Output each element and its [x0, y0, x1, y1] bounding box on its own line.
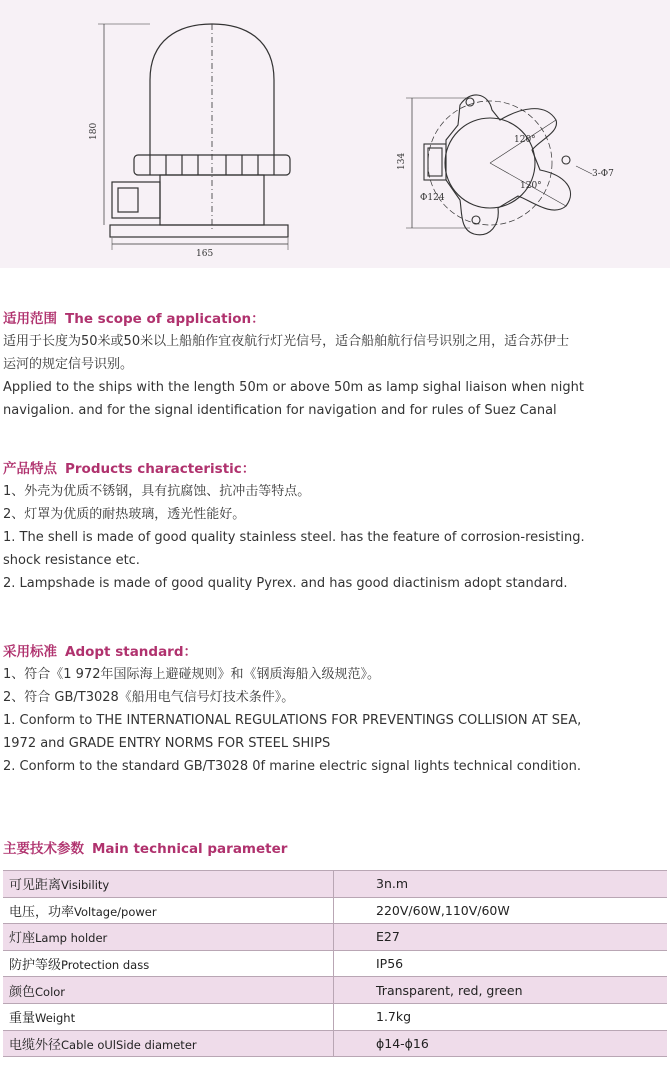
param-label-en: Cable oUlSide diameter [61, 1037, 197, 1052]
dim-angle-bottom-label: 120° [520, 181, 542, 191]
lamp-drawing-svg [0, 0, 670, 268]
param-label-zh: 防护等级 [9, 958, 62, 974]
dim-holes-label: 3-Φ7 [592, 169, 614, 179]
param-value: 3n.m [334, 871, 668, 898]
base-plate [110, 225, 288, 237]
features-line: 2、灯罩为优质的耐热玻璃，透光性能好。 [3, 507, 246, 522]
dim-diameter-label: Φ124 [420, 193, 445, 203]
standard-line: 2、符合 GB/T3028《船用电气信号灯技术条件》。 [3, 690, 295, 705]
param-label-en: Lamp holder [35, 931, 108, 946]
param-label-zh: 重量 [9, 1011, 36, 1027]
param-label [3, 897, 334, 924]
param-value: ϕ14-ϕ16 [334, 1030, 668, 1057]
scope-title-en: The scope of application： [65, 311, 265, 327]
gland-nut [424, 144, 446, 180]
features-line: 2. Lampshade is made of good quality Pyrex. and has good diactinism adopt standard. [3, 576, 568, 591]
param-label-en: Protection dass [61, 958, 150, 973]
param-value: E27 [334, 924, 668, 951]
features-line: 1、外壳为优质不锈钢，具有抗腐蚀、抗冲击等特点。 [3, 484, 311, 499]
standard-line: 1972 and GRADE ENTRY NORMS FOR STEEL SHIPS [3, 736, 331, 751]
param-label-zh: 颜色 [9, 984, 36, 1000]
param-label-zh: 电压，功率 [9, 904, 75, 920]
technical-drawing [0, 0, 670, 268]
features-line: 1. The shell is made of good quality stainless steel. has the feature of corrosion-resisting. [3, 530, 585, 545]
params-section [3, 838, 667, 860]
param-label [3, 871, 334, 898]
scope-line: navigalion. and for the signal identification for navigation and for rules of Suez Canal [3, 403, 557, 418]
standard-heading [3, 641, 667, 663]
bolt-hole [466, 98, 474, 106]
cable-gland [112, 182, 160, 218]
scope-section [3, 308, 667, 422]
param-value: Transparent, red, green [334, 977, 668, 1004]
params-title-en: Main technical parameter [92, 841, 288, 857]
param-label-zh: 灯座 [9, 931, 36, 947]
params-heading [3, 838, 667, 860]
dim-width-label: 165 [196, 249, 214, 259]
params-title-zh: 主要技术参数 [3, 841, 84, 857]
standard-line: 1、符合《1 972年国际海上避碰规则》和《钢质海船入级规范》。 [3, 667, 380, 682]
param-value: 220V/60W,110V/60W [334, 897, 668, 924]
standard-title-en: Adopt standard： [65, 644, 198, 660]
table-row [3, 871, 667, 898]
table-row [3, 897, 667, 924]
param-label [3, 977, 334, 1004]
table-row [3, 1030, 667, 1057]
features-line: shock resistance etc. [3, 553, 140, 568]
table-row [3, 977, 667, 1004]
dim-height-label: 180 [89, 122, 99, 140]
dim-height-right-label: 134 [397, 152, 407, 170]
features-section [3, 458, 667, 595]
params-table [3, 870, 667, 1057]
features-title-en: Products characteristic： [65, 461, 256, 477]
dim-angle-top-label: 120° [514, 135, 536, 145]
param-label-en: Weight [35, 1011, 76, 1026]
scope-line: 适用于长度为50米或50米以上船舶作宜夜航行灯光信号，适合船舶航行信号识别之用，适合苏伊士 [3, 334, 570, 349]
param-label-en: Visibility [61, 878, 110, 893]
scope-line: 运河的规定信号识别。 [3, 357, 134, 372]
table-row [3, 924, 667, 951]
param-value: 1.7kg [334, 1003, 668, 1030]
param-label-zh: 可见距离 [9, 878, 62, 894]
standard-title-zh: 采用标准 [3, 644, 57, 660]
param-label-zh: 电缆外径 [9, 1037, 62, 1053]
param-value: IP56 [334, 950, 668, 977]
standard-section [3, 641, 667, 778]
features-heading [3, 458, 667, 480]
param-label [3, 950, 334, 977]
bolt-hole [472, 216, 480, 224]
scope-line: Applied to the ships with the length 50m or above 50m as lamp sighal liaison when night [3, 380, 584, 395]
features-title-zh: 产品特点 [3, 461, 57, 477]
standard-line: 2. Conform to the standard GB/T3028 0f marine electric signal lights technical condition. [3, 759, 581, 774]
param-label [3, 1003, 334, 1030]
table-row [3, 1003, 667, 1030]
param-label-en: Voltage/power [74, 904, 157, 919]
param-label [3, 924, 334, 951]
table-row [3, 950, 667, 977]
bolt-hole [562, 156, 570, 164]
standard-line: 1. Conform to THE INTERNATIONAL REGULATIONS FOR PREVENTINGS COLLISION AT SEA, [3, 713, 582, 728]
scope-title-zh: 适用范围 [3, 311, 57, 327]
param-label [3, 1030, 334, 1057]
param-label-en: Color [35, 984, 66, 999]
scope-heading [3, 308, 667, 330]
